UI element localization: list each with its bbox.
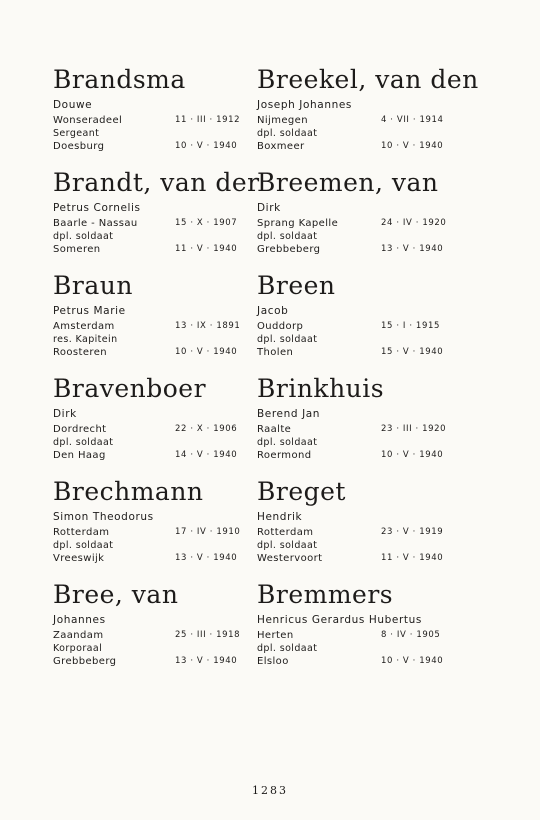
birth-date: 15 · I · 1915 bbox=[381, 321, 440, 331]
death-row bbox=[257, 242, 457, 257]
surname: Bremmers bbox=[257, 580, 394, 609]
left-column bbox=[53, 64, 260, 682]
birth-row bbox=[257, 319, 457, 334]
given-names: Dirk bbox=[53, 408, 77, 420]
page-number: 1283 bbox=[252, 784, 288, 797]
rank: dpl. soldaat bbox=[257, 231, 318, 242]
death-date: 11 · V · 1940 bbox=[175, 244, 238, 254]
death-place: Boxmeer bbox=[257, 141, 305, 152]
birth-row bbox=[257, 422, 457, 437]
right-column bbox=[257, 64, 479, 682]
death-row bbox=[257, 448, 457, 463]
death-date: 10 · V · 1940 bbox=[175, 347, 238, 357]
birth-row bbox=[53, 113, 253, 128]
given-names: Simon Theodorus bbox=[53, 511, 154, 523]
death-date: 10 · V · 1940 bbox=[381, 141, 444, 151]
given-names: Hendrik bbox=[257, 511, 303, 523]
death-date: 13 · V · 1940 bbox=[381, 244, 444, 254]
death-place: Vreeswijk bbox=[53, 553, 105, 564]
surname: Brechmann bbox=[53, 477, 204, 506]
rank: dpl. soldaat bbox=[257, 437, 318, 448]
death-date: 13 · V · 1940 bbox=[175, 553, 238, 563]
death-place: Westervoort bbox=[257, 553, 323, 564]
birth-date: 8 · IV · 1905 bbox=[381, 630, 441, 640]
birth-row bbox=[53, 525, 253, 540]
entry-breekel-van-den bbox=[257, 64, 479, 167]
entry-bree-van bbox=[53, 579, 253, 682]
birth-place: Baarle - Nassau bbox=[53, 218, 138, 229]
death-place: Elsloo bbox=[257, 656, 289, 667]
rank: Sergeant bbox=[53, 128, 100, 139]
birth-place: Amsterdam bbox=[53, 321, 115, 332]
birth-date: 4 · VII · 1914 bbox=[381, 115, 444, 125]
rank: dpl. soldaat bbox=[257, 540, 318, 551]
birth-row bbox=[53, 319, 253, 334]
birth-row bbox=[53, 422, 253, 437]
surname: Breget bbox=[257, 477, 346, 506]
death-row bbox=[53, 139, 253, 154]
birth-date: 23 · V · 1919 bbox=[381, 527, 444, 537]
rank: dpl. soldaat bbox=[257, 128, 318, 139]
birth-place: Nijmegen bbox=[257, 115, 308, 126]
given-names: Johannes bbox=[53, 614, 106, 626]
birth-place: Dordrecht bbox=[53, 424, 107, 435]
given-names: Berend Jan bbox=[257, 408, 321, 420]
rank: dpl. soldaat bbox=[53, 437, 114, 448]
birth-date: 17 · IV · 1910 bbox=[175, 527, 241, 537]
death-row bbox=[257, 345, 457, 360]
death-date: 10 · V · 1940 bbox=[175, 141, 238, 151]
birth-date: 25 · III · 1918 bbox=[175, 630, 241, 640]
birth-row bbox=[257, 628, 457, 643]
given-names: Dirk bbox=[257, 202, 281, 214]
birth-row bbox=[257, 216, 457, 231]
surname: Breemen, van bbox=[257, 168, 439, 197]
birth-place: Sprang Kapelle bbox=[257, 218, 339, 229]
surname: Brinkhuis bbox=[257, 374, 385, 403]
given-names: Douwe bbox=[53, 99, 93, 111]
birth-place: Raalte bbox=[257, 424, 292, 435]
birth-date: 13 · IX · 1891 bbox=[175, 321, 241, 331]
entry-breget bbox=[257, 476, 457, 579]
death-place: Roosteren bbox=[53, 347, 108, 358]
death-place: Someren bbox=[53, 244, 101, 255]
entry-bravenboer bbox=[53, 373, 253, 476]
birth-place: Herten bbox=[257, 630, 294, 641]
entry-brechmann bbox=[53, 476, 253, 579]
death-date: 14 · V · 1940 bbox=[175, 450, 238, 460]
death-place: Roermond bbox=[257, 450, 312, 461]
surname: Bravenboer bbox=[53, 374, 207, 403]
surname: Breen bbox=[257, 271, 336, 300]
death-place: Doesburg bbox=[53, 141, 105, 152]
surname: Braun bbox=[53, 271, 133, 300]
death-row bbox=[53, 654, 253, 669]
given-names: Petrus Cornelis bbox=[53, 202, 141, 214]
death-place: Grebbeberg bbox=[53, 656, 117, 667]
birth-date: 24 · IV · 1920 bbox=[381, 218, 447, 228]
surname: Brandsma bbox=[53, 65, 186, 94]
death-place: Den Haag bbox=[53, 450, 106, 461]
entry-bremmers bbox=[257, 579, 457, 682]
birth-place: Wonseradeel bbox=[53, 115, 123, 126]
surname: Brandt, van der bbox=[53, 168, 260, 197]
entry-breen bbox=[257, 270, 457, 373]
entry-breemen-van bbox=[257, 167, 457, 270]
death-row bbox=[53, 448, 253, 463]
death-row bbox=[257, 654, 457, 669]
given-names: Jacob bbox=[257, 305, 289, 317]
rank: dpl. soldaat bbox=[53, 231, 114, 242]
death-place: Tholen bbox=[257, 347, 294, 358]
entry-brandsma bbox=[53, 64, 253, 167]
birth-row bbox=[53, 216, 253, 231]
rank: dpl. soldaat bbox=[53, 540, 114, 551]
given-names: Joseph Johannes bbox=[257, 99, 352, 111]
death-date: 11 · V · 1940 bbox=[381, 553, 444, 563]
birth-date: 11 · III · 1912 bbox=[175, 115, 241, 125]
death-date: 10 · V · 1940 bbox=[381, 656, 444, 666]
rank: dpl. soldaat bbox=[257, 643, 318, 654]
birth-date: 23 · III · 1920 bbox=[381, 424, 447, 434]
birth-row bbox=[53, 628, 253, 643]
death-date: 13 · V · 1940 bbox=[175, 656, 238, 666]
birth-date: 15 · X · 1907 bbox=[175, 218, 238, 228]
birth-place: Ouddorp bbox=[257, 321, 304, 332]
death-row bbox=[53, 242, 253, 257]
death-date: 10 · V · 1940 bbox=[381, 450, 444, 460]
death-row bbox=[53, 551, 253, 566]
entry-brinkhuis bbox=[257, 373, 457, 476]
birth-row bbox=[257, 113, 457, 128]
birth-date: 22 · X · 1906 bbox=[175, 424, 238, 434]
birth-place: Zaandam bbox=[53, 630, 104, 641]
surname: Bree, van bbox=[53, 580, 179, 609]
birth-row bbox=[257, 525, 457, 540]
death-place: Grebbeberg bbox=[257, 244, 321, 255]
rank: Korporaal bbox=[53, 643, 103, 654]
rank: res. Kapitein bbox=[53, 334, 118, 345]
death-date: 15 · V · 1940 bbox=[381, 347, 444, 357]
death-row bbox=[257, 139, 457, 154]
surname: Breekel, van den bbox=[257, 65, 479, 94]
birth-place: Rotterdam bbox=[53, 527, 110, 538]
given-names: Petrus Marie bbox=[53, 305, 126, 317]
entry-braun bbox=[53, 270, 253, 373]
entry-brandt-van-der bbox=[53, 167, 260, 270]
rank: dpl. soldaat bbox=[257, 334, 318, 345]
death-row bbox=[257, 551, 457, 566]
birth-place: Rotterdam bbox=[257, 527, 314, 538]
death-row bbox=[53, 345, 253, 360]
given-names: Henricus Gerardus Hubertus bbox=[257, 614, 422, 626]
